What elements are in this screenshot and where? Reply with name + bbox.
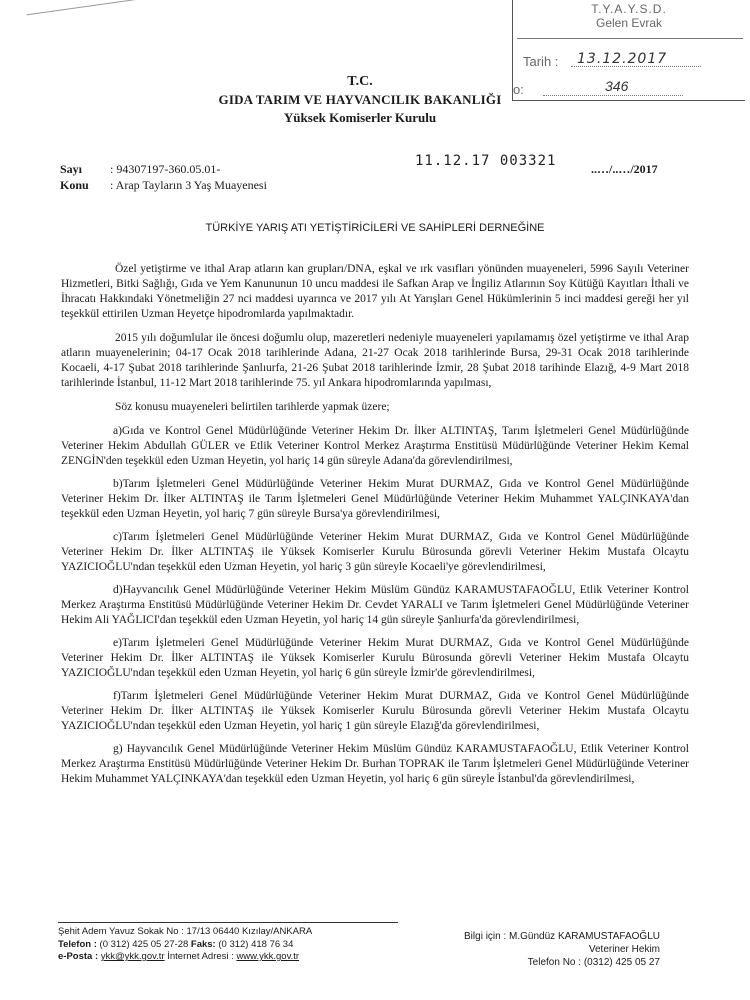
item-g: g) Hayvancılık Genel Müdürlüğünde Veteriner Hekim Müslüm Gündüz KARAMUSTAFAOĞLU, Etlik Veteriner Kontrol Merkez Araştırma Enstitüsü Müdürlüğünde Veteriner Hekim Dr. Burhan TOPRAK ile Tarım İşletmeleri Genel Müdürlüğünde Veteriner Hekim Muhammet YALÇINKAYA'dan teşekkül eden Uzman Heyetin, yol hariç 6 gün süreyle İstanbul'da görevlendirilmesi,	[61, 743, 689, 785]
document-date: ..…/..…/2017	[591, 162, 658, 176]
konu-value: : Arap Tayların 3 Yaş Muayenesi	[110, 178, 267, 192]
footer-phone: (0 312) 425 05 27-28	[99, 938, 189, 950]
stamp-org: T.Y.A.Y.S.D.	[591, 2, 667, 16]
footer-info-phone: Telefon No : (0312) 425 05 27	[527, 957, 660, 968]
stamp-received: Gelen Evrak	[595, 16, 663, 30]
footer-fax-label: Faks:	[190, 938, 216, 950]
item-e: e)Tarım İşletmeleri Genel Müdürlüğünde Veteriner Hekim Murat DURMAZ, Gıda ve Kontrol Genel Müdürlüğünde Veteriner Hekim Dr. İlker ALTINTAŞ ile Yüksek Komiserler Kurulu Bürosunda görevli Veteriner Hekim Mustafa Olcaytu YAZICIOĞLU'ndan teşekkül eden Uzman Heyetin, yol hariç 6 gün süreyle İzmir'de görevlendirilmesi,	[61, 637, 689, 679]
footer-address: Şehit Adem Yavuz Sokak No : 17/13 06440 Kızılay/ANKARA	[58, 926, 313, 937]
addressee: TÜRKİYE YARIŞ ATI YETİŞTİRİCİLERİ VE SAHİPLERİ DERNEĞİNE	[205, 222, 545, 234]
footer-divider	[58, 922, 398, 923]
footer-web-label: İnternet Adresi :	[167, 951, 234, 962]
konu-label: Konu	[60, 178, 89, 192]
footer-info	[420, 930, 660, 969]
letterhead-tc: T.C.	[347, 74, 373, 89]
item-b: b)Tarım İşletmeleri Genel Müdürlüğünde Veteriner Hekim Murat DURMAZ, Gıda ve Kontrol Genel Müdürlüğünde Veteriner Hekim Dr. İlker ALTINTAŞ ile Tarım İşletmeleri Genel Müdürlüğünde Veteriner Hekim Muhammet YALÇINKAYA'dan teşekkül eden Uzman Heyetin, yol hariç 7 gün süreyle Bursa'ya görevlendirilmesi,	[61, 478, 689, 520]
sayi-label: Sayı	[60, 162, 83, 176]
stamp-date-value: 13.12.2017	[577, 51, 668, 67]
item-c: c)Tarım İşletmeleri Genel Müdürlüğünde Veteriner Hekim Murat DURMAZ, Gıda ve Kontrol Genel Müdürlüğünde Veteriner Hekim Dr. İlker ALTINTAŞ ile Yüksek Komiserler Kurulu Bürosunda görevli Veteriner Hekim Mustafa Olcaytu YAZICIOĞLU'ndan teşekkül eden Uzman Heyetin, yol hariç 3 gün süreyle Kocaeli'ye görevlendirilmesi,	[61, 531, 689, 573]
footer-web-line	[58, 951, 418, 964]
footer-info-title: Veteriner Hekim	[588, 944, 660, 955]
footer-phone-line	[58, 939, 418, 952]
stamp-date-dots	[571, 66, 701, 67]
footer-email-label: e-Posta :	[58, 951, 99, 962]
paragraph-lead: Söz konusu muayeneleri belirtilen tarihlerde yapmak üzere;	[115, 401, 390, 413]
footer-fax: (0 312) 418 76 34	[218, 938, 294, 950]
letter-body	[61, 262, 689, 795]
stamp-date-label: Tarih :	[523, 54, 559, 69]
stamp-number-label: o:	[513, 82, 524, 97]
item-f: f)Tarım İşletmeleri Genel Müdürlüğünde Veteriner Hekim Murat DURMAZ, Gıda ve Kontrol Genel Müdürlüğünde Veteriner Hekim Dr. İlker ALTINTAŞ ile Yüksek Komiserler Kurulu Bürosunda görevli Veteriner Hekim Mustafa Olcaytu YAZICIOĞLU'ndan teşekkül eden Uzman Heyetin, yol hariç 1 gün süreyle Elazığ'da görevlendirilmesi,	[61, 690, 689, 732]
letterhead-ministry: GIDA TARIM VE HAYVANCILIK BAKANLIĞI	[218, 92, 502, 107]
sayi-value: : 94307197-360.05.01-	[110, 162, 221, 176]
footer-email-link[interactable]: ykk@ykk.gov.tr	[100, 951, 165, 962]
item-a: a)Gıda ve Kontrol Genel Müdürlüğünde Veteriner Hekim Dr. İlker ALTINTAŞ, Tarım İşletmeleri Genel Müdürlüğünde Veteriner Hekim Abdullah GÜLER ve Etlik Veteriner Kontrol Merkez Araştırma Enstitüsü Müdürlüğünde Veteriner Hekim Kemal ZENGİN'den teşekkül eden Uzman Heyetin, yol hariç 14 gün süreyle Adana'da görevlendirilmesi,	[61, 425, 689, 467]
item-d: d)Hayvancılık Genel Müdürlüğünde Veteriner Hekim Müslüm Gündüz KARAMUSTAFAOĞLU, Etlik Veteriner Kontrol Merkez Araştırma Enstitüsü Müdürlüğünde Veteriner Hekim Dr. Cevdet YARALI ve Tarım İşletmeleri Genel Müdürlüğünde Veteriner Hekim Ali YAĞLICI'dan teşekkül eden Uzman Heyetin, yol hariç 14 gün süreyle Şanlıurfa'da görevlendirilmesi,	[61, 584, 689, 626]
paragraph-intro: Özel yetiştirme ve ithal Arap atların kan grupları/DNA, eşkal ve ırk vasıfları yönünden muayeneleri, 5996 Sayılı Veteriner Hizmetleri, Bitki Sağlığı, Gıda ve Yem Kanununun 10 uncu maddesi ile Safkan Arap ve İngiliz Atlarının Soy Kütüğü Kayıtları İthali ve İhracatı Hakkındaki Yönetmeliğin 27 nci maddesi uyarınca ve 2017 yılı At Yarışları Genel Hükümlerinin 5 inci maddesi gereği her yıl teşekkül ettirilen Uzman Heyetçe hipodromlarda yapılmaktadır.	[61, 263, 689, 320]
paragraph-schedule: 2015 yılı doğumlular ile öncesi doğumlu olup, mazeretleri nedeniyle muayeneleri yapılamamış özel yetiştirme ve ithal Arap atların muayenelerinin; 04-17 Ocak 2018 tarihlerinde Adana, 21-27 Ocak 2018 tarihlerinde Bursa, 29-31 Ocak 2018 tarihlerinde Kocaeli, 4-17 Şubat 2018 tarihlerinde Şanlıurfa, 21-26 Şubat 2018 tarihlerinde İzmir, 28 Şubat 2018 tarihinde Elazığ, 4-9 Mart 2018 tarihlerinde İstanbul, 11-12 Mart 2018 tarihlerinde 75. yıl Ankara hipodromlarında yapılması,	[61, 332, 689, 389]
footer-contact	[58, 926, 418, 964]
pen-mark	[26, 0, 145, 16]
footer-phone-label: Telefon :	[58, 938, 97, 950]
stamp-divider	[517, 38, 743, 39]
stamp-number-value: 346	[605, 78, 629, 94]
footer-info-person: Bilgi için : M.Gündüz KARAMUSTAFAOĞLU	[464, 931, 660, 942]
letterhead-board: Yüksek Komiserler Kurulu	[283, 110, 437, 125]
date-number-stamp: 11.12.17 003321	[415, 153, 557, 169]
letterhead	[150, 74, 570, 126]
footer-web-link[interactable]: www.ykk.gov.tr	[236, 951, 300, 962]
